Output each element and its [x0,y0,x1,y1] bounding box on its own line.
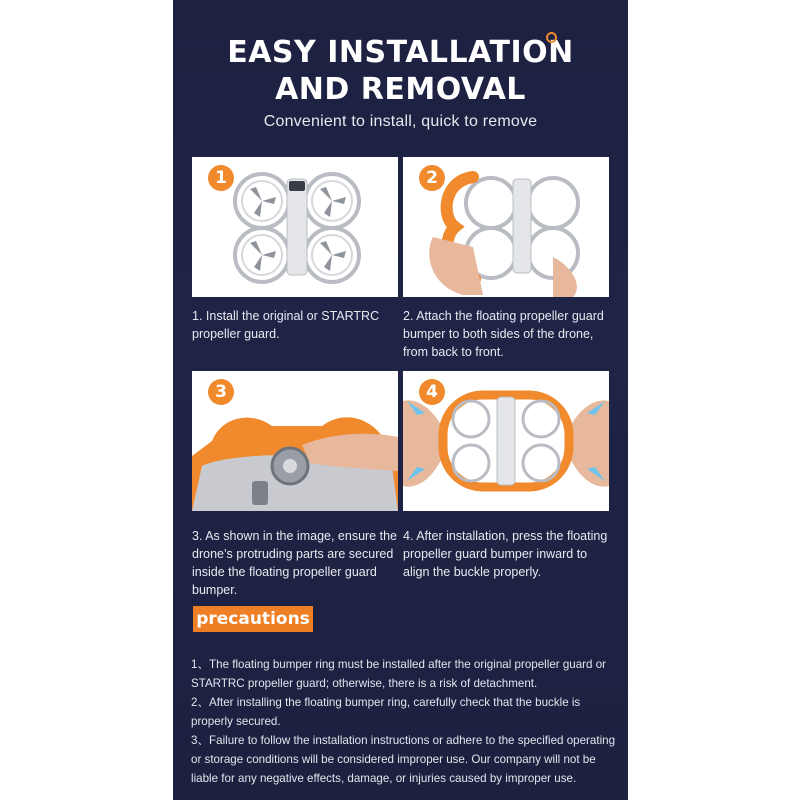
step-4-text: 4. After installation, press the floating propeller guard bumper inward to align the buckle properly. [403,529,608,579]
step-1-image [192,157,398,297]
precautions-label: precautions [193,606,313,632]
title-line-2: AND REMOVAL [275,72,526,107]
step-2-number-badge: 2 [419,165,445,191]
step-3-number-badge: 3 [208,379,234,405]
step-1-number-badge: 1 [208,165,234,191]
precaution-item-1: 1、The floating bumper ring must be installed after the original propeller guard or STARTRC propeller guard; otherwise, there is a risk of detachment. [191,658,607,690]
title-accent-dot [546,32,557,43]
step-4-number-badge: 4 [419,379,445,405]
product-poster [173,0,628,800]
step-2-text: 2. Attach the floating propeller guard bumper to both sides of the drone, from back to front. [403,309,604,359]
step-3-text: 3. As shown in the image, ensure the drone’s protruding parts are secured inside the floating propeller guard bumper. [192,529,397,597]
subtitle: Convenient to install, quick to remove [263,113,538,130]
title-line-1: EASY INSTALLATION [227,35,574,70]
step-2-image [403,157,609,297]
step-1-text: 1. Install the original or STARTRC propeller guard. [192,309,380,341]
precaution-item-2: 2、After installing the floating bumper ring, carefully check that the buckle is properly secured. [191,696,581,728]
precaution-item-3: 3、Failure to follow the installation instructions or adhere to the specified operating or storage conditions will be considered improper use. Our company will not be liable for any negative effects, damage, or injuries caused by improper use. [191,734,616,785]
step-3-image [192,371,398,511]
step-4-image [403,371,609,511]
precautions-list [191,655,623,788]
